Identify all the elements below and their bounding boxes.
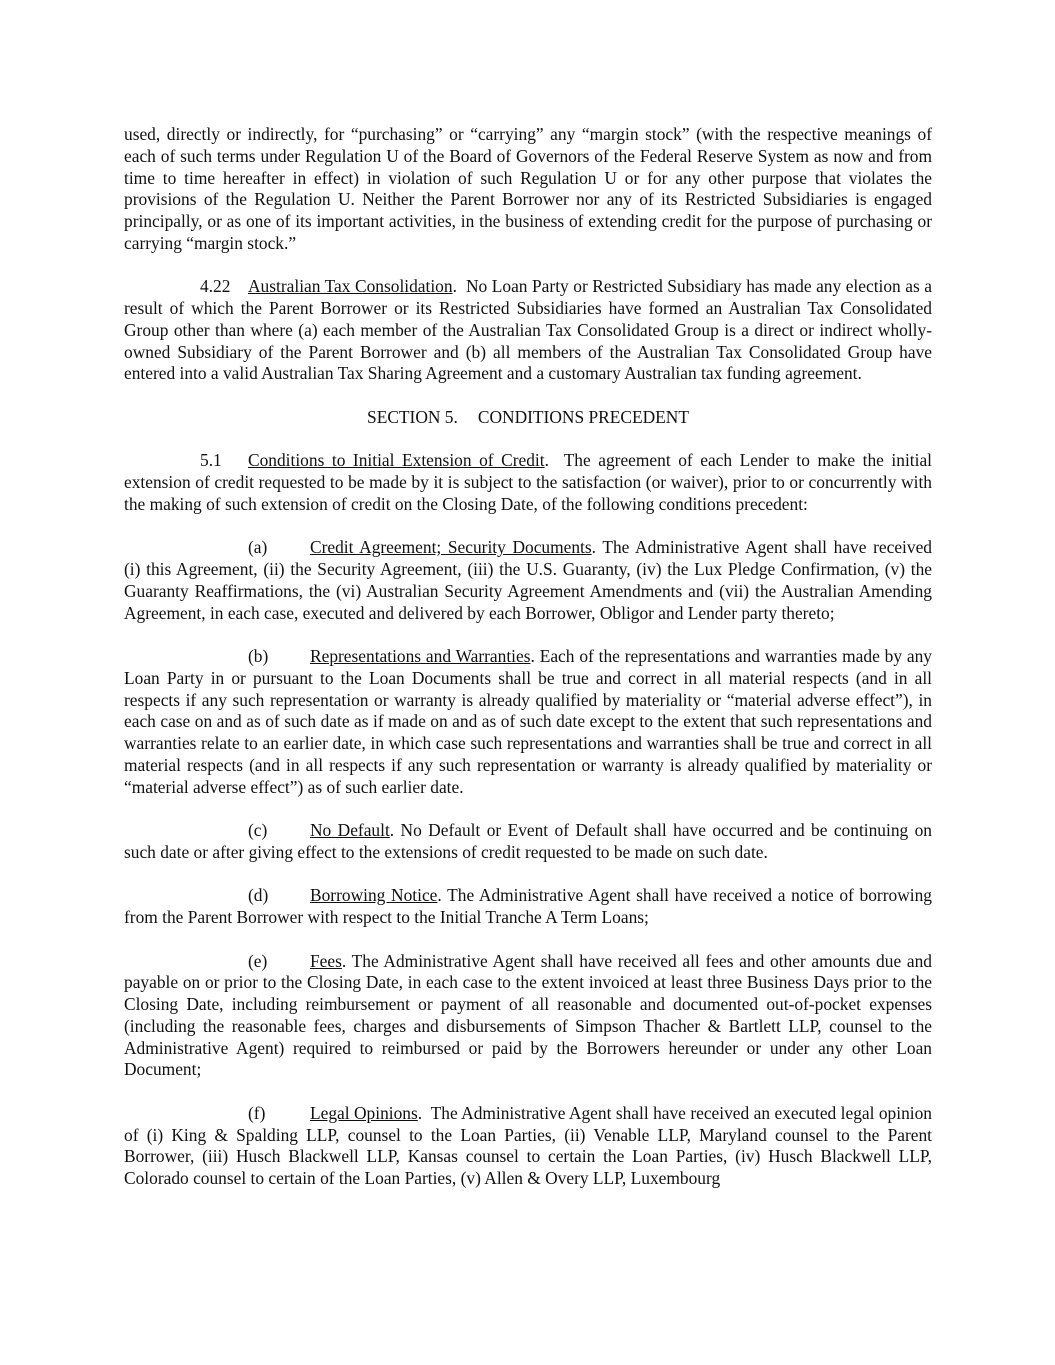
item-title: Fees (310, 950, 342, 971)
item-body: Each of the representations and warranties made by any Loan Party in or pursuant to the Loan Documents shall be true and correct in all material respects (and in all respects if any such representation or warranty is already qualified by materiality or “material adverse effect”), in each case on and as of such date as if made on and as of such date except to the extent that such representations and warranties relate to an earlier date, in which case such representations and warranties shall be true and correct in all material respects (and in all respects if any such representation or warranty is already qualified by materiality or “material adverse effect”) as of such earlier date. (124, 646, 933, 797)
condition-a (124, 537, 932, 624)
item-body: The Administrative Agent shall have received all fees and other amounts due and payable on or prior to the Closing Date, in each case to the extent invoiced at least three Business Days prior to the Closing Date, including reimbursement or payment of all reasonable and documented out-of-pocket expenses (including the reasonable fees, charges and disbursements of Simpson Thacher & Bartlett LLP, counsel to the Administrative Agent) required to reimbursed or paid by the Borrowers hereunder or under any other Loan Document; (124, 950, 932, 1080)
section-5-heading (124, 407, 932, 429)
section-body: No Loan Party or Restricted Subsidiary has made any election as a result of which the Parent Borrower or its Restricted Subsidiaries have formed an Australian Tax Consolidated Group other than where (a) each member of the Australian Tax Consolidated Group is a direct or indirect wholly-owned Subsidiary of the Parent Borrower and (b) all members of the Australian Tax Consolidated Group have entered into a valid Australian Tax Sharing Agreement and a customary Australian tax funding agreement. (124, 276, 933, 384)
item-body: The Administrative Agent shall have received a notice of borrowing from the Parent Borrower with respect to the Initial Tranche A Term Loans; (124, 885, 932, 927)
item-title: Credit Agreement; Security Documents (310, 537, 592, 558)
section-5-1 (124, 450, 932, 515)
item-body: The Administrative Agent shall have received an executed legal opinion of (i) King & Spalding LLP, counsel to the Loan Parties, (ii) Venable LLP, Maryland counsel to the Parent Borrower, (iii) Husch Blackwell LLP, Kansas counsel to certain the Loan Parties, (iv) Husch Blackwell LLP, Colorado counsel to certain of the Loan Parties, (v) Allen & Overy LLP, Luxembourg (124, 1102, 932, 1188)
section-title: Australian Tax Consolidation (248, 276, 453, 297)
condition-c (124, 820, 932, 864)
document-page (124, 124, 932, 1190)
section-number: 5.1 (200, 450, 222, 471)
heading-title: CONDITIONS PRECEDENT (477, 406, 689, 427)
separator: . (530, 646, 540, 666)
condition-e (124, 951, 932, 1082)
separator: . (591, 537, 603, 558)
item-title: Representations and Warranties (310, 646, 531, 666)
item-label: (d) (248, 885, 269, 906)
heading-number: SECTION 5. (367, 406, 458, 427)
condition-f (124, 1103, 932, 1190)
condition-b (124, 646, 932, 798)
separator: . (417, 1102, 431, 1123)
item-label: (e) (248, 950, 268, 971)
item-title: Borrowing Notice (310, 885, 438, 906)
separator: . (389, 820, 401, 840)
separator: . (452, 276, 466, 297)
item-body: No Default or Event of Default shall have occurred and be continuing on such date or after giving effect to the extensions of credit requested to be made on such date. (124, 820, 933, 862)
item-title: Legal Opinions (310, 1102, 418, 1123)
item-title: No Default (310, 820, 390, 840)
separator: . (341, 950, 352, 971)
intro-paragraph: used, directly or indirectly, for “purchasing” or “carrying” any “margin stock” (with the respective meanings of each of such terms under Regulation U of the Board of Governors of the Federal Reserve System as now and from time to time hereafter in effect) in violation of such Regulation U or for any other purpose that violates the provisions of the Regulation U. Neither the Parent Borrower nor any of its Restricted Subsidiaries is engaged principally, or as one of its important activities, in the business of extending credit for the purpose of purchasing or carrying “margin stock.” (124, 124, 932, 253)
item-label: (a) (248, 537, 268, 558)
separator: . (437, 885, 448, 906)
section-body: The agreement of each Lender to make the initial extension of credit requested to be made by it is subject to the satisfaction (or waiver), prior to or concurrently with the making of such extension of credit on the Closing Date, of the following conditions precedent: (124, 450, 932, 514)
separator: . (544, 450, 564, 471)
item-label: (b) (248, 646, 269, 666)
section-4-22 (124, 276, 932, 385)
condition-d (124, 885, 932, 929)
section-number: 4.22 (200, 276, 231, 297)
item-body: The Administrative Agent shall have received (i) this Agreement, (ii) the Security Agreement, (iii) the U.S. Guaranty, (iv) the Lux Pledge Confirmation, (v) the Guaranty Reaffirmations, the (vi) Australian Security Agreement Amendments and (vii) the Australian Amending Agreement, in each case, executed and delivered by each Borrower, Obligor and Lender party thereto; (124, 537, 932, 623)
section-title: Conditions to Initial Extension of Credit (248, 450, 545, 471)
item-label: (f) (248, 1102, 266, 1123)
item-label: (c) (248, 820, 268, 840)
